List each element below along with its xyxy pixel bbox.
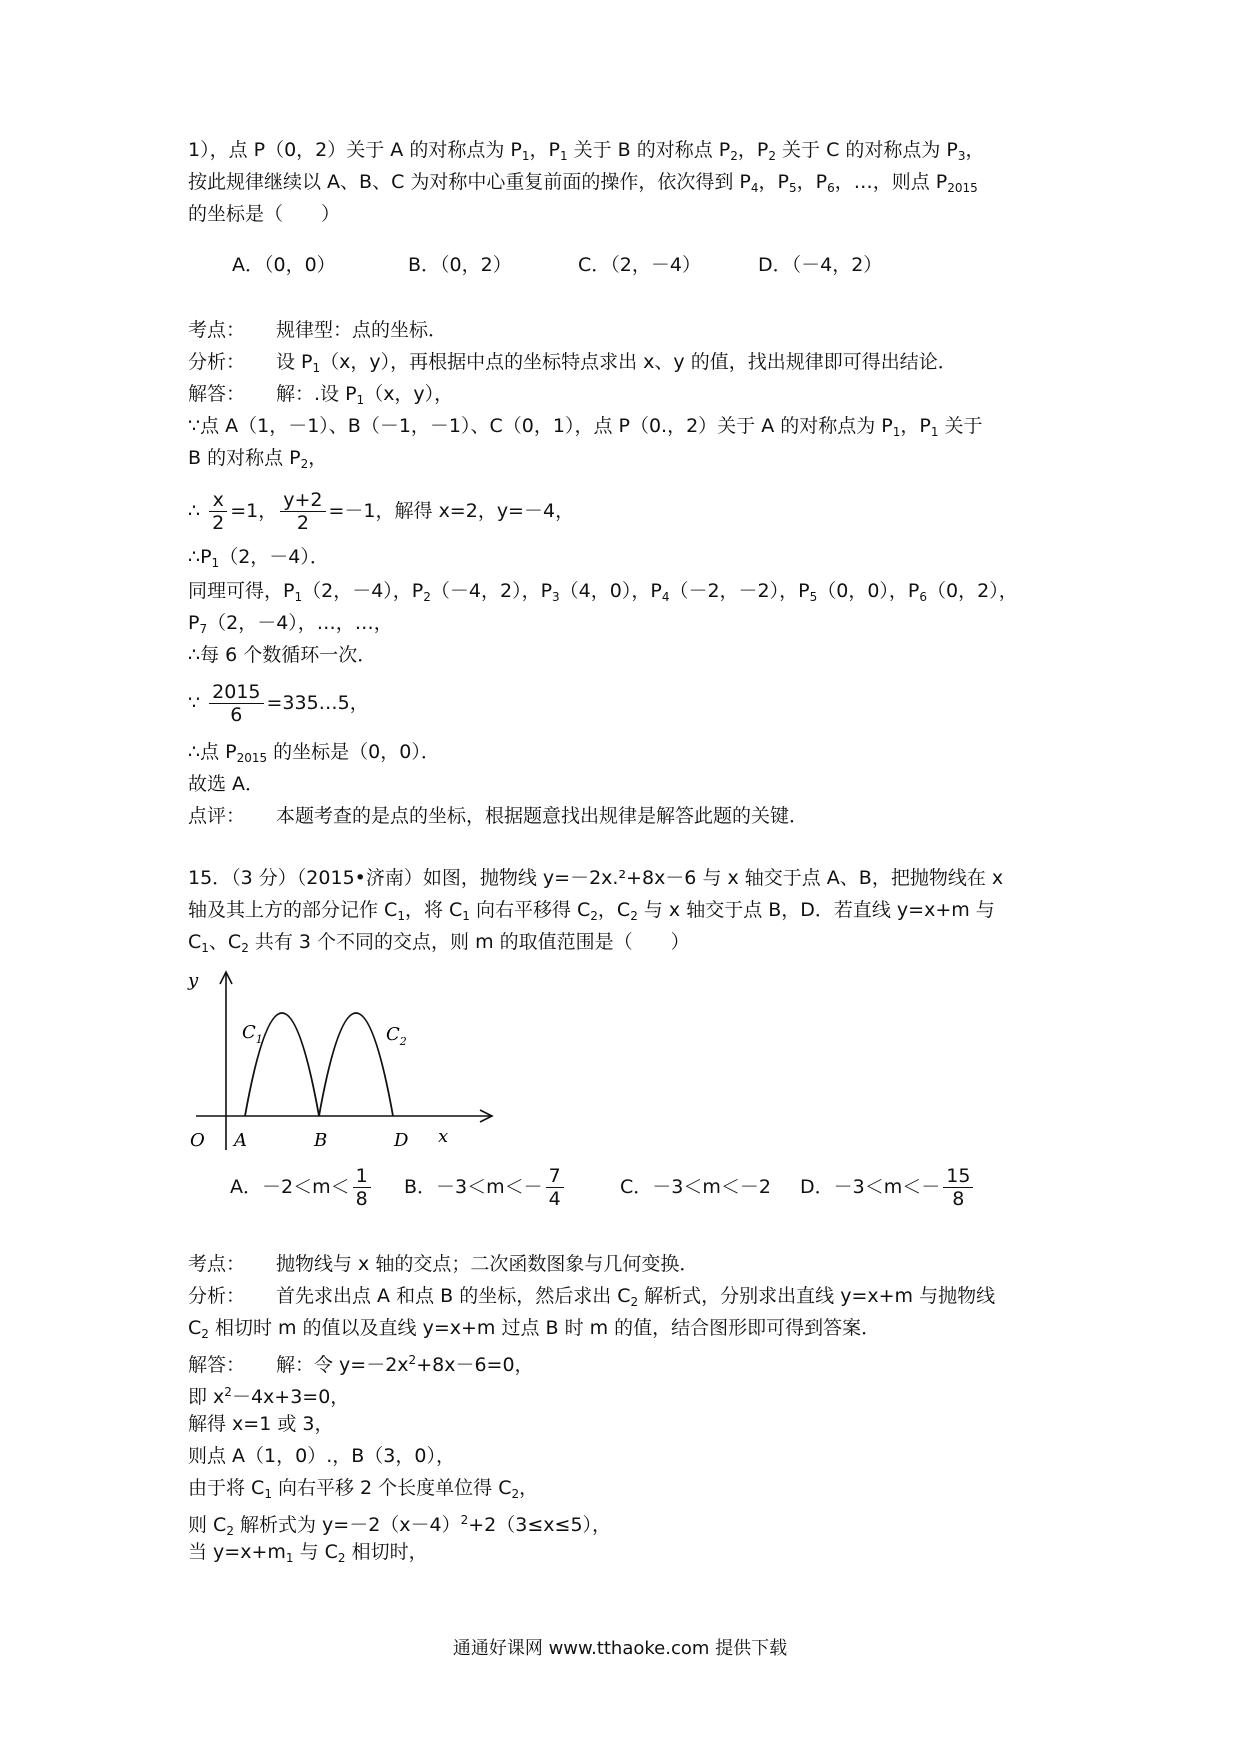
fraction (943, 1165, 973, 1210)
sub: 6 (827, 181, 835, 195)
sub: 2 (630, 1295, 639, 1309)
text: 同理可得，P (188, 580, 295, 602)
sub: 4 (750, 181, 759, 195)
label: 解答： (188, 1354, 246, 1376)
denominator: 6 (230, 704, 243, 726)
text: ， (519, 1477, 539, 1499)
sub: 1 (930, 425, 939, 439)
sub: 2 (630, 909, 638, 923)
page-footer: 通通好课网 www.tthaoke.com 提供下载 (452, 1638, 788, 1659)
numerator: 2015 (209, 681, 263, 704)
q15-line-3 (188, 928, 690, 956)
numerator: 15 (943, 1165, 973, 1188)
label: 点评： (188, 805, 246, 827)
text: 共有 3 个不同的交点，则 m 的取值范围是（ ） (248, 931, 690, 953)
q14-option-a: A．（0，0） (232, 254, 336, 276)
text: 与 C (293, 1541, 338, 1563)
origin-label: O (190, 1130, 205, 1151)
q15-option-d (800, 1160, 976, 1214)
q15-step-3: 则点 A（1，0）.，B（3，0）， (188, 1445, 455, 1467)
text: 设 P (276, 351, 313, 373)
label: 考点： (188, 319, 246, 341)
text: （－2，－2），P (669, 580, 810, 602)
q14-step-4 (188, 543, 329, 571)
text: =335…5， (266, 692, 369, 714)
numerator: 7 (546, 1165, 564, 1188)
q14-line-1 (188, 136, 985, 164)
text: P (188, 612, 200, 634)
text: B．－3＜m＜－ (404, 1176, 543, 1198)
sup: 2 (408, 1353, 417, 1367)
text: D．－3＜m＜－ (800, 1176, 941, 1198)
text: （－4，2），P (430, 580, 553, 602)
text: 向右平移 2 个长度单位得 C (271, 1477, 512, 1499)
text: 关于 C 的对称点为 P (776, 139, 958, 161)
sub: 1 (462, 909, 470, 923)
sub: 1 (264, 1487, 272, 1501)
q14-step-3 (188, 484, 574, 538)
text: 解析式为 y=－2（x－4） (233, 1514, 461, 1536)
q15-step-1 (188, 1378, 349, 1406)
text: A．－2＜m＜ (230, 1176, 350, 1198)
q14-option-c: C．（2，－4） (578, 254, 701, 276)
q14-step-1 (188, 412, 983, 440)
text: ， (308, 447, 328, 469)
sub: 2015 (236, 751, 268, 765)
text: 即 x (188, 1386, 225, 1408)
sub: 1 (285, 1551, 294, 1565)
text: =1， (230, 500, 278, 522)
text: 规律型：点的坐标． (276, 319, 448, 341)
text: ∵ (188, 692, 207, 714)
q14-line-2 (188, 168, 978, 196)
text: 的坐标是（0，0）． (267, 741, 440, 763)
point-a-label: A (234, 1130, 247, 1151)
q14-fenxi (188, 348, 957, 376)
text: ，P (529, 139, 560, 161)
q15-fenxi (188, 1282, 995, 1310)
text: 首先求出点 A 和点 B 的坐标，然后求出 C (276, 1285, 631, 1307)
c1-subscript: 1 (255, 1033, 263, 1046)
text: 关于 (938, 415, 983, 437)
sub: 1 (892, 425, 901, 439)
q15-jieda (188, 1346, 534, 1374)
text: 的坐标是（ ） (188, 203, 341, 225)
sub: 2 (201, 1327, 209, 1341)
text: +8x－6=0， (416, 1354, 534, 1376)
sub: 1 (397, 909, 405, 923)
sub: 2 (337, 1551, 346, 1565)
sub: 3 (552, 590, 560, 604)
sub: 2 (730, 149, 738, 163)
text: 当 y=x+m (188, 1541, 286, 1563)
q15-kaodian (188, 1250, 698, 1278)
q14-step-2 (188, 444, 327, 472)
q14-step-5 (188, 577, 1018, 605)
text: ∴点 P (188, 741, 237, 763)
text: ，P (758, 171, 789, 193)
q15-step-5 (188, 1506, 612, 1538)
text: －4x+3=0， (231, 1386, 350, 1408)
text: （2，－4）． (219, 546, 329, 568)
text: 由于将 C (188, 1477, 265, 1499)
sub: 1 (201, 941, 209, 955)
sub: 2 (226, 1524, 234, 1538)
denominator: 2 (212, 512, 225, 534)
fraction (353, 1165, 371, 1210)
fraction-2015-over-6 (209, 681, 263, 726)
sup: 2 (460, 1513, 469, 1527)
sub: 2 (511, 1487, 520, 1501)
denominator: 8 (355, 1188, 368, 1210)
numerator: 1 (353, 1165, 371, 1188)
text: 、C (208, 931, 242, 953)
curve-c2-label (386, 1024, 407, 1048)
denominator: 2 (296, 512, 309, 534)
q14-option-b: B．（0，2） (408, 254, 512, 276)
text: 关于 B 的对称点 P (567, 139, 731, 161)
text: ， (965, 139, 985, 161)
denominator: 8 (952, 1188, 965, 1210)
text: ∴P (188, 546, 212, 568)
parabola-figure (188, 968, 506, 1158)
text: 解析式，分别求出直线 y=x+m 与抛物线 (638, 1285, 996, 1307)
text: C (188, 1317, 202, 1339)
text: 按此规律继续以 A、B、C 为对称中心重复前面的操作，依次得到 P (188, 171, 751, 193)
curve-c1 (245, 1013, 319, 1116)
text: 1），点 P（0，2）关于 A 的对称点为 P (188, 139, 522, 161)
q14-step-8 (188, 676, 369, 730)
text: ，…，则点 P (834, 171, 948, 193)
q15-fenxi-2 (188, 1314, 880, 1342)
text: （x，y）， (364, 383, 454, 405)
text: （0，0），P (817, 580, 920, 602)
text: （2，－4），P (302, 580, 424, 602)
text: C (188, 931, 202, 953)
curve-c1-label (242, 1022, 263, 1046)
point-d-label: D (394, 1130, 409, 1151)
sup: 2 (224, 1385, 232, 1399)
q15-step-6 (188, 1538, 428, 1566)
sub: 2 (590, 909, 598, 923)
label: 分析： (188, 1285, 246, 1307)
text: （0，2）， (927, 580, 1018, 602)
x-axis-label: x (438, 1126, 449, 1147)
sub: 5 (809, 590, 818, 604)
text: +2（3≤x≤5）， (468, 1514, 612, 1536)
sub: 2 (241, 941, 249, 955)
text: 相切时， (345, 1541, 428, 1563)
text: B 的对称点 P (188, 447, 301, 469)
text: 解：令 y=－2x (276, 1354, 409, 1376)
fraction-y-plus-2-over-2 (280, 489, 325, 534)
c2-subscript: 2 (399, 1035, 407, 1048)
curve-c2 (319, 1013, 393, 1116)
sub: 1 (559, 149, 568, 163)
sub: 1 (356, 393, 365, 407)
sub: 2 (768, 149, 776, 163)
q14-step-9 (188, 738, 440, 766)
sub: 1 (211, 556, 220, 570)
text: 抛物线与 x 轴的交点；二次函数图象与几何变换． (276, 1253, 699, 1275)
point-b-label: B (314, 1130, 328, 1151)
sub: 2015 (947, 181, 978, 195)
q15-option-c: C．－3＜m＜－2 (620, 1176, 771, 1198)
q15-line-2 (188, 896, 995, 924)
text: ，P (900, 415, 931, 437)
numerator: y+2 (280, 489, 325, 512)
q15-option-a (230, 1160, 374, 1214)
q14-step-7: ∴每 6 个数循环一次． (188, 644, 377, 666)
q15-step-4 (188, 1474, 538, 1502)
text: 与 x 轴交于点 B，D．若直线 y=x+m 与 (637, 899, 995, 921)
text: （2，－4），…，…， (207, 612, 393, 634)
fraction (546, 1165, 564, 1210)
label: 解答： (188, 383, 246, 405)
sub: 1 (521, 149, 530, 163)
sub: 2 (423, 590, 431, 604)
q15-option-b (404, 1160, 567, 1214)
text: 解：.设 P (276, 383, 357, 405)
text: ，C (597, 899, 631, 921)
text: ∴ (188, 500, 207, 522)
q15-line-1: 15．（3 分）（2015•济南）如图，抛物线 y=－2x.²+8x－6 与 x 轴交于点 A、B，把抛物线在 x (188, 867, 1004, 889)
sub: 6 (919, 590, 928, 604)
label: 考点： (188, 1253, 246, 1275)
q15-step-2: 解得 x=1 或 3， (188, 1413, 334, 1435)
text: ∵点 A（1，－1）、B（－1，－1）、C（0，1），点 P（0.，2）关于 A 的对称点为 P (188, 415, 893, 437)
q14-kaodian (188, 316, 447, 344)
numerator: x (209, 489, 227, 512)
text: （4，0），P (559, 580, 662, 602)
sub: 4 (661, 590, 670, 604)
denominator: 4 (548, 1188, 561, 1210)
q14-dianping (188, 802, 808, 830)
text: （x，y），再根据中点的坐标特点求出 x、y 的值，找出规律即可得出结论． (320, 351, 957, 373)
text: 本题考查的是点的坐标，根据题意找出规律是解答此题的关键． (276, 805, 809, 827)
q14-jieda (188, 380, 453, 408)
text: 则 C (188, 1514, 227, 1536)
text: 向右平移得 C (469, 899, 591, 921)
c1-letter: C (242, 1022, 256, 1043)
sub: 1 (294, 590, 303, 604)
y-axis-label: y (188, 970, 199, 991)
fraction-x-over-2 (209, 489, 227, 534)
sub: 7 (199, 622, 208, 636)
text: ，P (737, 139, 769, 161)
sub: 2 (300, 457, 309, 471)
text: ，P (796, 171, 828, 193)
sub: 3 (957, 149, 966, 163)
sub: 5 (789, 181, 797, 195)
q14-step-10: 故选 A． (188, 773, 265, 795)
text: =－1，解得 x=2，y=－4， (328, 500, 575, 522)
text: 相切时 m 的值以及直线 y=x+m 过点 B 时 m 的值，结合图形即可得到答案． (208, 1317, 881, 1339)
label: 分析： (188, 351, 246, 373)
sub: 1 (312, 361, 321, 375)
q14-line-3 (188, 200, 340, 228)
q14-step-6 (188, 609, 393, 637)
q14-option-d: D．（－4，2） (758, 254, 883, 276)
text: 轴及其上方的部分记作 C (188, 899, 398, 921)
c2-letter: C (386, 1024, 400, 1045)
text: ，将 C (404, 899, 463, 921)
